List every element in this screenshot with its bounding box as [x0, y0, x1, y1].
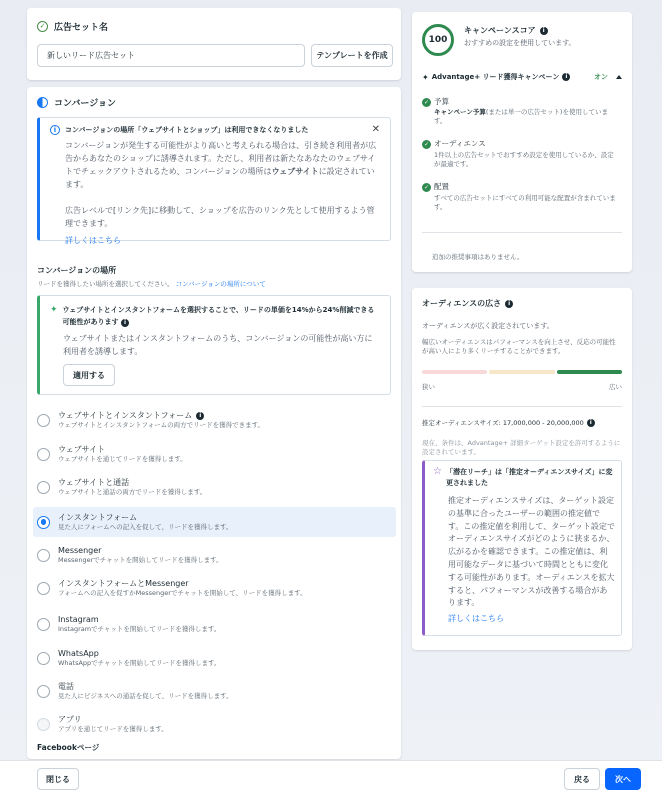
- conversion-option[interactable]: [33, 540, 396, 570]
- conversion-location-sub: [37, 279, 266, 288]
- notice-title: コンバージョンの場所「ウェブサイトとショップ」は利用できなくなりました: [65, 126, 309, 134]
- rec-placement-desc: すべての広告セットにすべての利用可能な配置が含まれています。: [434, 194, 616, 211]
- option-title: [58, 513, 233, 523]
- conversion-option[interactable]: [33, 643, 396, 673]
- option-title-text: Instagram: [58, 614, 99, 624]
- conversion-option[interactable]: [33, 405, 396, 435]
- option-title: [58, 445, 187, 455]
- tip-title-row: [50, 304, 380, 328]
- conversion-title: コンバージョン: [54, 99, 117, 109]
- apply-button[interactable]: 適用する: [63, 364, 115, 386]
- option-title-text: ウェブサイト: [58, 444, 106, 454]
- option-desc: ウェブサイトと通話の両方でリードを獲得します。: [58, 487, 207, 496]
- option-title: [58, 649, 220, 659]
- option-text: [58, 445, 187, 464]
- radio-button[interactable]: [37, 685, 50, 698]
- location-sub-text: リードを獲得したい場所を選択してください。: [37, 280, 174, 288]
- meter-segment-narrow: [422, 370, 487, 374]
- option-desc: アプリを通じてリードを獲得します。: [58, 724, 168, 733]
- notice-body-end: に設定されています。: [65, 167, 375, 189]
- reach-learn-more-link[interactable]: 詳しくはこちら: [448, 614, 504, 624]
- notice-title-row: [50, 125, 380, 135]
- meter-segment-mid: [489, 370, 554, 374]
- option-title: [58, 411, 264, 421]
- radio-button[interactable]: [37, 549, 50, 562]
- advantage-plus-row[interactable]: [422, 72, 622, 82]
- audience-note: 現在、条件は、Advantage+ 詳細ターゲット設定を許可するように設定されています。: [422, 439, 621, 456]
- adset-name-card: [27, 8, 401, 80]
- reach-rename-notice: [422, 460, 622, 636]
- conversion-option[interactable]: [33, 609, 396, 639]
- advantage-label: Advantage+ リード獲得キャンペーン: [431, 73, 560, 81]
- conversion-option[interactable]: [33, 507, 396, 537]
- option-title: [58, 682, 233, 692]
- divider: [422, 406, 622, 407]
- tip-title: [63, 304, 380, 328]
- rec-budget-desc: [434, 108, 619, 126]
- option-title-text: WhatsApp: [58, 648, 99, 658]
- radio-button[interactable]: [37, 718, 50, 731]
- check-icon: ✓: [423, 140, 430, 148]
- option-title: [58, 546, 223, 556]
- meter-broad-label: 広い: [609, 383, 622, 391]
- notice-learn-more-link[interactable]: 詳しくはこちら: [65, 236, 121, 245]
- advantage-status: オン: [594, 73, 608, 81]
- option-desc: 見た人にフォームへの記入を促して、リードを獲得します。: [58, 522, 233, 531]
- conversion-option[interactable]: [33, 472, 396, 502]
- option-text: [58, 546, 223, 565]
- option-text: [58, 682, 233, 701]
- info-icon: i: [121, 319, 129, 327]
- adset-name-title: 広告セット名: [54, 23, 109, 33]
- option-title: [58, 615, 220, 625]
- option-title-text: アプリ: [58, 714, 82, 724]
- conversion-card: [27, 87, 401, 759]
- audience-status: オーディエンスが広く設定されています。: [422, 322, 554, 330]
- option-title-text: ウェブサイトと通話: [58, 477, 130, 487]
- option-desc: ウェブサイトとインスタントフォームの両方でリードを獲得できます。: [58, 420, 265, 429]
- info-icon: i: [196, 412, 204, 420]
- campaign-score-card: [412, 12, 632, 272]
- option-desc: Instagramでチャットを開始してリードを獲得します。: [58, 624, 221, 633]
- tip-title-text: ウェブサイトとインスタントフォームを選択することで、リードの単価を14%から24%削減できる可能性があります: [62, 306, 375, 326]
- score-title: キャンペーンスコア: [464, 26, 536, 35]
- no-more-recs: 追加の推奨事項はありません。: [432, 253, 524, 261]
- rec-budget-desc-text: (または単一の広告セット)を使用しています。: [434, 108, 608, 125]
- star-icon: ☆: [433, 466, 442, 477]
- rec-budget-desc-bold: キャンペーン予算: [434, 108, 486, 116]
- option-text: [58, 513, 233, 532]
- rec-audience-desc: 1件以上の広告セットでおすすめ設定を使用しているか、設定が最適です。: [434, 151, 614, 168]
- audience-breadth-meter: [422, 370, 622, 374]
- estimated-size: 推定オーディエンスサイズ: 17,000,000 - 20,000,000: [422, 419, 584, 427]
- reach-title-row: [433, 467, 615, 489]
- rec-placement-title: 配置: [434, 182, 449, 191]
- create-template-button[interactable]: テンプレートを作成: [311, 44, 393, 67]
- radio-button[interactable]: [37, 652, 50, 665]
- estimated-size-row: [422, 418, 595, 427]
- radio-button[interactable]: [37, 516, 50, 529]
- score-title-row: [464, 25, 548, 36]
- audience-title: オーディエンスの広さ: [422, 299, 502, 308]
- conversion-option[interactable]: [33, 676, 396, 706]
- info-icon: i: [505, 300, 513, 308]
- conversion-header: [37, 96, 116, 109]
- adset-name-header: [37, 20, 108, 33]
- info-icon: i: [562, 73, 570, 81]
- option-title-text: ウェブサイトとインスタントフォーム: [58, 410, 193, 420]
- option-text: [58, 649, 220, 668]
- check-icon: ✓: [423, 183, 430, 191]
- info-icon: i: [587, 419, 595, 427]
- location-about-link[interactable]: コンバージョンの場所について: [175, 280, 266, 288]
- audience-title-row: [422, 298, 513, 309]
- sparkle-icon: ✦: [422, 72, 429, 82]
- radio-button[interactable]: [37, 618, 50, 631]
- option-text: [58, 615, 220, 634]
- check-icon: ✓: [423, 98, 430, 106]
- facebook-page-label: Facebookページ: [37, 743, 100, 752]
- conversion-location-label: コンバージョンの場所: [37, 266, 117, 275]
- check-circle-icon: ✓: [37, 21, 48, 32]
- unavailable-notice: [37, 117, 391, 245]
- option-desc: WhatsAppでチャットを開始してリードを獲得します。: [58, 658, 221, 667]
- notice-body: [50, 139, 380, 230]
- option-title-text: インスタントフォームとMessenger: [58, 578, 189, 588]
- adset-name-input[interactable]: 新しいリード広告セット: [37, 44, 305, 67]
- option-desc: ウェブサイトを通じてリードを獲得します。: [58, 454, 187, 463]
- audience-desc: 幅広いオーディエンスはパフォーマンスを向上させ、反応の可能性が高い人により多くリーチすることができます。: [422, 338, 616, 355]
- back-button[interactable]: 戻る: [564, 768, 600, 790]
- conversion-option[interactable]: [33, 573, 396, 603]
- score-ring: 100: [422, 24, 454, 56]
- option-title: [58, 715, 168, 725]
- reach-title: 「潜在リーチ」は「推定オーディエンスサイズ」に変更されました: [445, 468, 613, 487]
- score-subtitle: おすすめの設定を使用しています。: [464, 39, 576, 47]
- notice-body-bold: ウェブサイト: [271, 167, 319, 176]
- option-text: [58, 411, 264, 430]
- option-text: [58, 715, 168, 734]
- meter-segment-broad: [557, 370, 622, 374]
- option-title-text: インスタントフォーム: [58, 512, 138, 522]
- conversion-option[interactable]: [33, 709, 396, 739]
- option-title: [58, 579, 307, 589]
- meter-narrow-label: 狭い: [422, 383, 435, 391]
- option-text: [58, 579, 307, 598]
- radio-button[interactable]: [37, 481, 50, 494]
- info-icon: i: [50, 125, 60, 135]
- close-icon[interactable]: ✕: [371, 124, 380, 135]
- close-button[interactable]: 閉じる: [37, 768, 79, 790]
- next-button[interactable]: 次へ: [605, 768, 641, 790]
- meter-labels: [422, 382, 622, 391]
- info-icon: i: [540, 27, 548, 35]
- radio-button[interactable]: [37, 582, 50, 595]
- conversion-option[interactable]: [33, 439, 396, 469]
- option-title: [58, 478, 206, 488]
- footer-bar: [0, 760, 662, 793]
- option-desc: フォームへの記入を促すかMessengerでチャットを開始して、リードを獲得します。: [58, 588, 307, 597]
- divider: [422, 232, 622, 233]
- tip-body: ウェブサイトまたはインスタントフォームのうち、コンバージョンの可能性が高い方に利用者を誘導します。: [63, 334, 373, 356]
- cost-reduction-tip: [37, 295, 391, 395]
- option-text: [58, 478, 206, 497]
- option-title-text: 電話: [58, 681, 74, 691]
- option-title-text: Messenger: [58, 545, 102, 555]
- chevron-up-icon[interactable]: [616, 75, 622, 79]
- option-desc: 見た人にビジネスへの通話を促して、リードを獲得します。: [58, 691, 233, 700]
- option-desc: Messengerでチャットを開始してリードを獲得します。: [58, 555, 223, 564]
- sparkle-icon: ✦: [50, 305, 58, 315]
- audience-breadth-card: [412, 288, 632, 650]
- rec-budget-title: 予算: [434, 97, 449, 106]
- reach-body: 推定オーディエンスサイズは、ターゲット設定の基準に合ったユーザーの範囲の推定値です。この推定値を利用して、ターゲット設定でオーディエンスサイズがどのように狭まるか、広がるかを確認できます。この推定値は、利用可能なデータに基づいて時間とともに変化する可能性があります。オーディエンスを拡大すると、パフォーマンスが改善する場合があります。: [448, 496, 615, 608]
- notice-body-2: 広告レベルで[リンク先]に移動して、ショップを広告のリンク先として使用するよう管理できます。: [65, 206, 375, 228]
- radio-button[interactable]: [37, 414, 50, 427]
- notice-body-text: コンバージョンが発生する可能性がより高いと考えられる場合は、引き続き利用者が広告からあなたのショップに誘導されます。ただし、利用者は新たなあなたのウェブサイトでチェックアウトされるため、コンバージョンの場所は: [65, 141, 377, 176]
- half-circle-icon: [37, 97, 48, 108]
- radio-button[interactable]: [37, 448, 50, 461]
- rec-audience-title: オーディエンス: [434, 139, 486, 148]
